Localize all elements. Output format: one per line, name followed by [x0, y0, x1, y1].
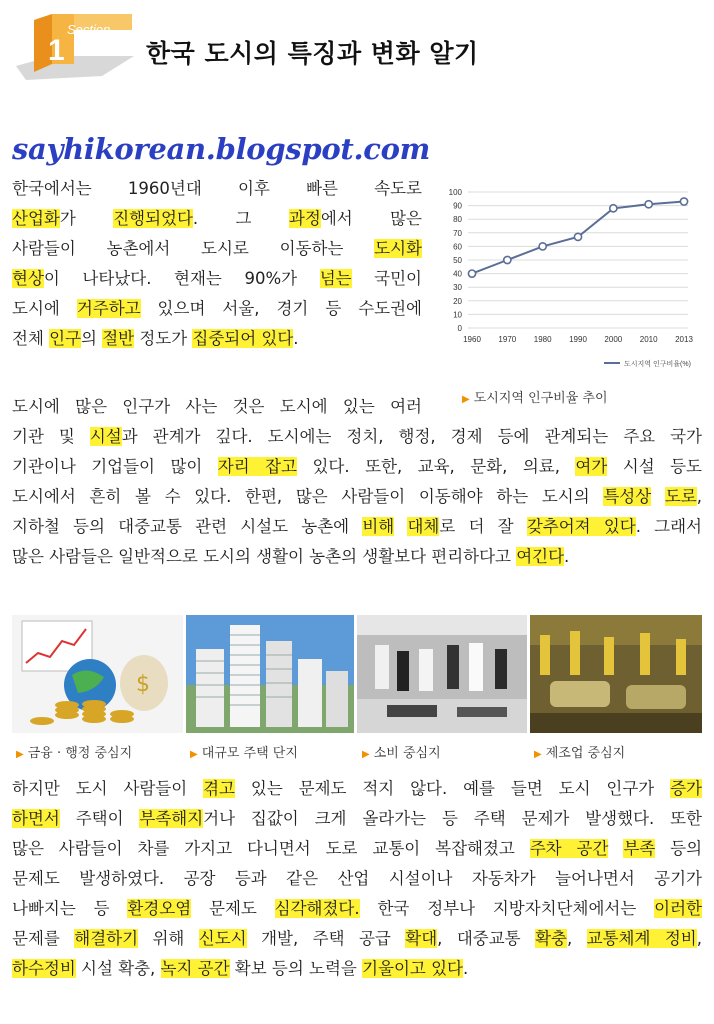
- text-run: 기관 및: [12, 427, 90, 446]
- text-run: 사람들이 농촌에서 도시로 이동하는: [12, 239, 375, 258]
- text-line: [12, 894, 702, 924]
- triangle-bullet-icon: ▶: [16, 749, 24, 760]
- x-tick-label: 1990: [569, 335, 587, 344]
- text-run: 도시에: [12, 299, 77, 318]
- data-point: [468, 270, 475, 277]
- text-run: .: [293, 329, 299, 348]
- highlighted-term: 증가: [670, 779, 702, 798]
- y-tick-label: 0: [457, 324, 462, 333]
- text-line: [12, 234, 422, 264]
- housing-complex-photo: [186, 615, 354, 733]
- y-tick-label: 40: [453, 269, 462, 279]
- section-label: Section: [67, 22, 111, 37]
- text-line: [12, 482, 702, 512]
- highlighted-term: 현상: [12, 269, 44, 288]
- triangle-bullet-icon: ▶: [534, 749, 542, 760]
- highlighted-term: 자리 잡고: [217, 457, 298, 476]
- triangle-bullet-icon: ▶: [190, 749, 198, 760]
- highlighted-term: 하수정비: [12, 959, 76, 978]
- text-line: [12, 204, 422, 234]
- page-title: 한국 도시의 특징과 변화 알기: [146, 39, 479, 68]
- blog-watermark: sayhikorean.blogspot.com: [12, 132, 431, 166]
- highlighted-term: 여긴다: [516, 547, 565, 566]
- finance-admin-photo: [12, 615, 183, 733]
- text-line: [12, 174, 422, 204]
- x-tick-label: 1980: [533, 335, 552, 344]
- text-run: 시설 확충,: [75, 959, 161, 978]
- text-run: 하지만 도시 사람들이: [12, 779, 204, 798]
- text-run: 국민이: [351, 269, 422, 288]
- paragraph-3: [12, 774, 702, 984]
- text-run: , 대중교통: [437, 929, 536, 948]
- urban-population-chart: [438, 180, 704, 370]
- highlighted-term: 기울이고 있다: [362, 959, 463, 978]
- highlighted-term: 특성상: [603, 487, 652, 506]
- section-number: 1: [48, 34, 65, 67]
- x-tick-label: 2010: [639, 335, 658, 344]
- highlighted-term: 여가: [575, 457, 608, 476]
- text-run: 많은 사람들은 일반적으로 도시의 생활이 농촌의 생활보다 편리하다고: [12, 547, 517, 566]
- x-tick-label: 1960: [463, 335, 481, 344]
- text-line: [12, 264, 422, 294]
- text-run: ,: [696, 929, 702, 948]
- y-tick-label: 60: [453, 242, 462, 252]
- highlighted-term: 확충: [535, 929, 567, 948]
- highlighted-term: 도시화: [374, 239, 422, 258]
- text-run: .: [564, 547, 570, 566]
- photo-caption-4: [534, 742, 625, 761]
- highlighted-term: 겪고: [203, 779, 235, 798]
- text-run: 확보 등의 노력을: [229, 959, 363, 978]
- highlighted-term: 시설: [89, 427, 122, 446]
- highlighted-term: 대체: [407, 517, 440, 536]
- highlighted-term: 인구: [49, 329, 82, 348]
- y-tick-label: 30: [453, 283, 462, 293]
- text-line: [12, 834, 702, 864]
- text-run: 문제를: [12, 929, 75, 948]
- highlighted-term: 교통체계 정비: [586, 929, 697, 948]
- text-run: 있는 문제도 적지 않다. 예를 들면 도시 인구가: [235, 779, 671, 798]
- text-run: . 그래서: [635, 517, 702, 536]
- text-run: 한국에서는 1960년대 이후 빠른 속도로: [12, 179, 422, 198]
- svg-text:$: $: [136, 672, 150, 697]
- legend-label: 도시지역 인구비율(%): [624, 361, 691, 368]
- paragraph-2: [12, 392, 702, 572]
- highlighted-term: 부족해지: [139, 809, 204, 828]
- y-tick-label: 10: [453, 310, 462, 320]
- text-run: 가: [59, 209, 114, 228]
- highlighted-term: 비해: [362, 517, 395, 536]
- data-point: [645, 201, 652, 208]
- text-run: 전체: [12, 329, 50, 348]
- data-point: [680, 198, 687, 205]
- text-line: [12, 392, 422, 422]
- text-line: [12, 324, 422, 354]
- highlighted-term: 절반: [102, 329, 135, 348]
- text-run: 도시에 많은 인구가 사는 것은 도시에 있는 여러: [12, 397, 422, 416]
- highlighted-term: 이러한: [654, 899, 702, 918]
- shopping-photo: [357, 615, 527, 733]
- highlighted-term: 집중되어 있다: [192, 329, 294, 348]
- x-tick-label: 2013: [675, 335, 693, 344]
- text-line: [12, 294, 422, 324]
- highlighted-term: 신도시: [198, 929, 247, 948]
- text-run: [394, 517, 407, 536]
- text-line: [12, 924, 702, 954]
- highlighted-term: 녹지 공간: [160, 959, 230, 978]
- text-run: 많은 사람들이 차를 가지고 다니면서 도로 교통이 복잡해졌고: [12, 839, 530, 858]
- y-tick-label: 100: [448, 188, 462, 197]
- text-run: 나빠지는 등: [12, 899, 128, 918]
- text-run: ,: [696, 487, 702, 506]
- text-run: [608, 839, 623, 858]
- photo-caption-text: 제조업 중심지: [545, 746, 626, 761]
- text-run: 주택이: [59, 809, 140, 828]
- text-run: .: [462, 959, 469, 978]
- text-run: 도시에서 흔히 볼 수 있다. 한편, 많은 사람들이 이동해야 하는 도시의: [12, 487, 604, 506]
- text-run: 지하철 등의 대중교통 관련 시설도 농촌에: [12, 517, 363, 536]
- text-run: . 그: [192, 209, 289, 228]
- text-run: 개발, 주택 공급: [246, 929, 406, 948]
- photo-caption-2: [190, 742, 298, 761]
- highlighted-term: 심각해졌다.: [274, 899, 360, 918]
- x-tick-label: 1970: [498, 335, 517, 344]
- y-tick-label: 20: [453, 296, 462, 306]
- highlighted-term: 환경오염: [127, 899, 192, 918]
- text-line: [12, 512, 702, 542]
- chart-svg: [438, 180, 704, 370]
- highlighted-term: 진행되었다: [113, 209, 193, 228]
- text-run: 시설 등도: [607, 457, 702, 476]
- chart-caption-text: 도시지역 인구비율 추이: [473, 391, 608, 406]
- text-run: 문제도: [191, 899, 275, 918]
- text-line: [12, 954, 702, 984]
- text-run: 등의: [655, 839, 702, 858]
- text-run: 에서 많은: [320, 209, 422, 228]
- photo-caption-text: 금융 · 행정 중심지: [27, 746, 133, 761]
- highlighted-term: 산업화: [12, 209, 60, 228]
- text-run: 있다. 또한, 교육, 문화, 의료,: [297, 457, 576, 476]
- photo-caption-1: [16, 742, 132, 761]
- triangle-bullet-icon: ▶: [362, 749, 370, 760]
- text-line: [12, 864, 702, 894]
- highlighted-term: 확대: [405, 929, 438, 948]
- highlighted-term: 하면서: [12, 809, 60, 828]
- photo-caption-3: [362, 742, 441, 761]
- x-tick-label: 2000: [604, 335, 623, 344]
- y-tick-label: 90: [453, 201, 462, 211]
- text-run: 정도가: [134, 329, 193, 348]
- data-point: [610, 205, 617, 212]
- highlighted-term: 갖추어져 있다: [526, 517, 636, 536]
- text-run: 기관이나 기업들이 많이: [12, 457, 218, 476]
- text-run: 거나 집값이 크게 올라가는 등 주택 문제가 발생했다. 또한: [203, 809, 702, 828]
- y-tick-label: 50: [453, 256, 462, 265]
- y-tick-label: 70: [453, 228, 462, 238]
- text-run: 위해: [138, 929, 199, 948]
- text-run: 이 나타났다. 현재는 90%가: [43, 269, 320, 288]
- text-run: 의: [81, 329, 103, 348]
- photo-caption-text: 소비 중심지: [373, 746, 441, 761]
- text-run: 있으며 서울, 경기 등 수도권에: [140, 299, 422, 318]
- highlighted-term: 해결하기: [74, 929, 139, 948]
- chart-caption: [462, 387, 608, 406]
- text-run: 문제도 발생하였다. 공장 등과 같은 산업 시설이나 자동차가 늘어나면서 공기가: [12, 869, 702, 888]
- data-point: [504, 256, 511, 263]
- highlighted-term: 과정: [288, 209, 321, 228]
- text-line: [12, 452, 702, 482]
- highlighted-term: 주차 공간: [529, 839, 609, 858]
- text-run: 과 관계가 깊다. 도시에는 정치, 행정, 경제 등에 관계되는 주요 국가: [121, 427, 702, 446]
- factory-photo: [530, 615, 702, 733]
- text-line: [12, 542, 702, 572]
- highlighted-term: 도로: [664, 487, 697, 506]
- paragraph-1: [12, 174, 422, 354]
- text-run: ,: [566, 929, 587, 948]
- highlighted-term: 부족: [623, 839, 656, 858]
- section-badge: [12, 8, 138, 82]
- text-run: 로 더 잘: [439, 517, 527, 536]
- y-tick-label: 80: [453, 215, 462, 225]
- highlighted-term: 넘는: [319, 269, 352, 288]
- data-point: [574, 233, 581, 240]
- text-run: [651, 487, 665, 506]
- highlighted-term: 거주하고: [76, 299, 141, 318]
- text-line: [12, 422, 702, 452]
- text-line: [12, 774, 702, 804]
- photo-caption-text: 대규모 주택 단지: [201, 746, 298, 761]
- triangle-bullet-icon: ▶: [462, 394, 470, 405]
- text-line: [12, 804, 702, 834]
- data-point: [539, 243, 546, 250]
- text-run: 한국 정부나 지방자치단체에서는: [359, 899, 655, 918]
